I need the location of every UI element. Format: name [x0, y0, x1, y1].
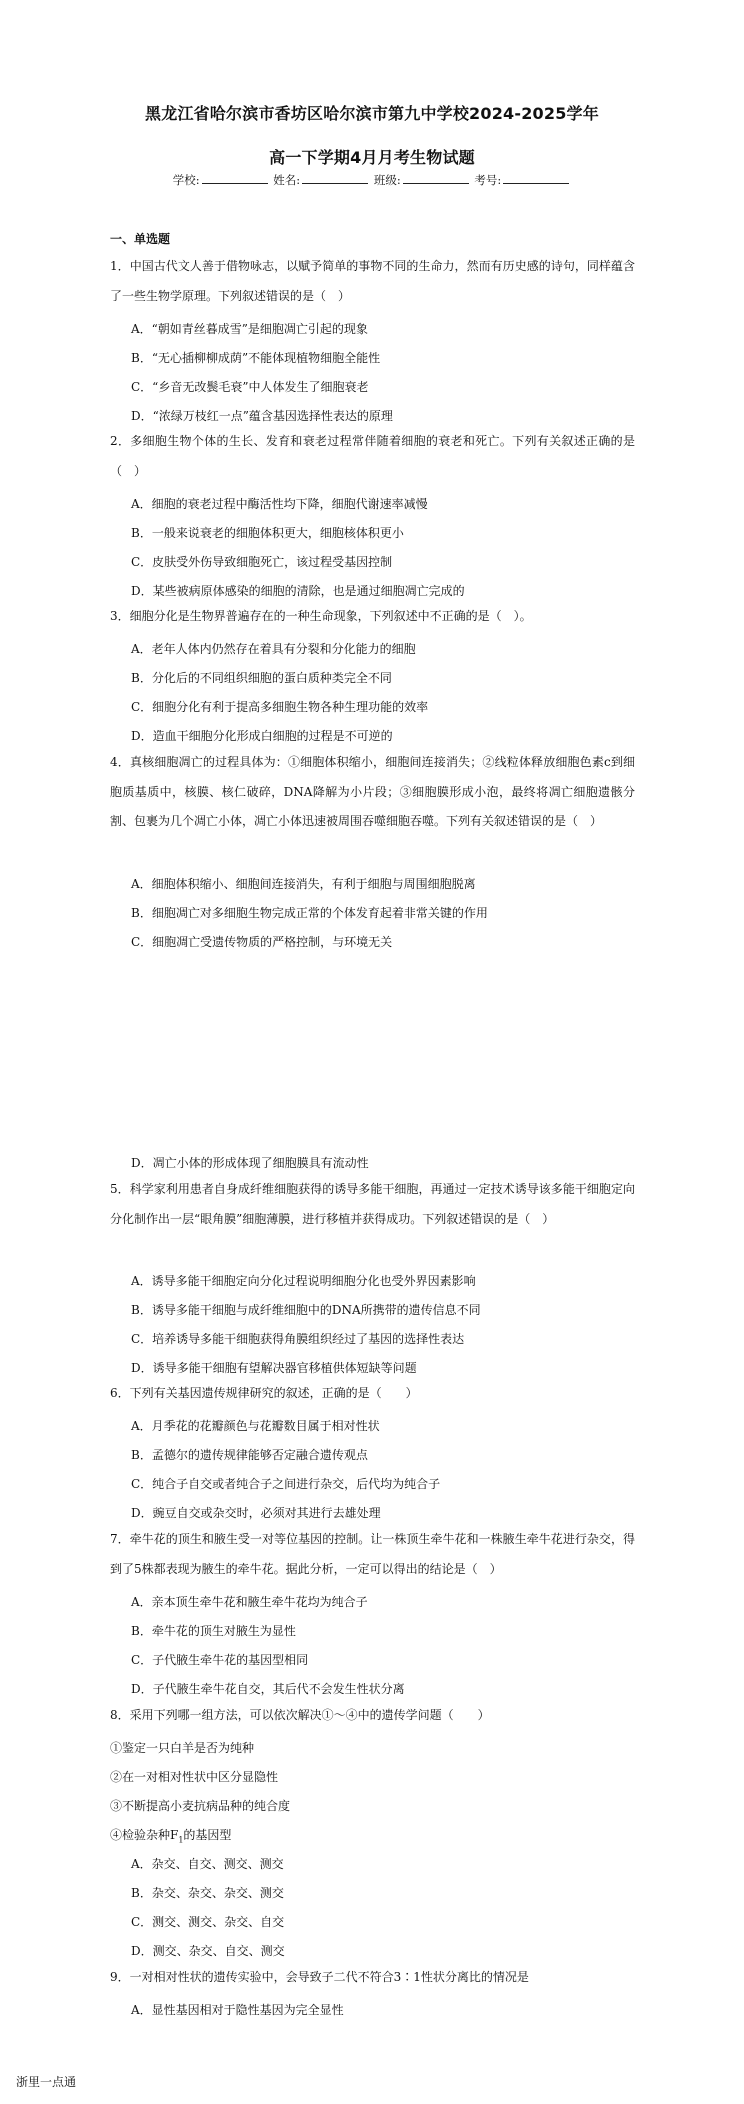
- question-1-option-a: A．“朝如青丝暮成雪”是细胞凋亡引起的现象: [131, 322, 368, 336]
- question-2-option-d: D．某些被病原体感染的细胞的清除，也是通过细胞凋亡完成的: [131, 584, 465, 598]
- title-line-2: 高一下学期4月月考生物试题: [269, 148, 475, 167]
- question-8-option-b: B．杂交、杂交、杂交、测交: [131, 1886, 284, 1900]
- question-7-option-c: C．子代腋生牵牛花的基因型相同: [131, 1653, 309, 1667]
- question-8-option-c: C．测交、测交、杂交、自交: [131, 1915, 285, 1929]
- question-3-option-a: A．老年人体内仍然存在着具有分裂和分化能力的细胞: [131, 642, 416, 656]
- footer-brand: 浙里一点通: [16, 2075, 77, 2089]
- question-1-option-c: C．“乡音无改鬓毛衰”中人体发生了细胞衰老: [131, 380, 369, 394]
- question-8-stem: 8．采用下列哪一组方法，可以依次解决①～④中的遗传学问题（ ）: [110, 1708, 490, 1722]
- question-2-option-a: A．细胞的衰老过程中酶活性均下降，细胞代谢速率减慢: [131, 497, 428, 511]
- question-5-option-a: A．诱导多能干细胞定向分化过程说明细胞分化也受外界因素影响: [131, 1274, 476, 1288]
- question-1-stem: 1．中国古代文人善于借物咏志，以赋予简单的事物不同的生命力，然而有历史感的诗句，同样蕴含了一些生物学原理。下列叙述错误的是（ ）: [110, 259, 635, 303]
- question-7-stem: 7．牵牛花的顶生和腋生受一对等位基因的控制。让一株顶生牵牛花和一株腋生牵牛花进行杂交，得到了5株都表现为腋生的牵牛花。据此分析，一定可以得出的结论是（ ）: [110, 1532, 635, 1576]
- question-3-option-b: B．分化后的不同组织细胞的蛋白质种类完全不同: [131, 671, 392, 685]
- class-blank: [403, 173, 469, 184]
- question-8-option-d: D．测交、杂交、自交、测交: [131, 1944, 285, 1958]
- question-7-option-b: B．牵牛花的顶生对腋生为显性: [131, 1624, 296, 1638]
- question-7-option-d: D．子代腋生牵牛花自交，其后代不会发生性状分离: [131, 1682, 405, 1696]
- question-8-item-4: ④检验杂种$F_1$的基因型: [110, 1828, 232, 1845]
- question-3-option-c: C．细胞分化有利于提高多细胞生物各种生理功能的效率: [131, 700, 429, 714]
- school-label: 学校:: [172, 173, 200, 187]
- question-5-stem: 5．科学家利用患者自身成纤维细胞获得的诱导多能干细胞，再通过一定技术诱导该多能干细胞定向分化制作出一层“眼角膜”细胞薄膜，进行移植并获得成功。下列叙述错误的是（ ）: [110, 1182, 635, 1226]
- exam-no-blank: [503, 173, 569, 184]
- question-5-option-d: D．诱导多能干细胞有望解决器官移植供体短缺等问题: [131, 1361, 417, 1375]
- school-blank: [202, 173, 268, 184]
- question-8-item-3: ③不断提高小麦抗病品种的纯合度: [110, 1799, 291, 1813]
- question-5-option-c: C．培养诱导多能干细胞获得角膜组织经过了基因的选择性表达: [131, 1332, 465, 1346]
- title-line-1: 黑龙江省哈尔滨市香坊区哈尔滨市第九中学校2024-2025学年: [145, 104, 599, 123]
- name-label: 姓名:: [273, 173, 301, 187]
- question-7-option-a: A．亲本顶生牵牛花和腋生牵牛花均为纯合子: [131, 1595, 368, 1609]
- section-title: 一、单选题: [110, 232, 171, 246]
- question-6-option-a: A．月季花的花瓣颜色与花瓣数目属于相对性状: [131, 1419, 380, 1433]
- question-6-option-b: B．孟德尔的遗传规律能够否定融合遗传观点: [131, 1448, 368, 1462]
- class-label: 班级:: [373, 173, 401, 187]
- question-6-option-c: C．纯合子自交或者纯合子之间进行杂交，后代均为纯合子: [131, 1477, 441, 1491]
- student-info-row: [0, 172, 744, 188]
- question-3-option-d: D．造血干细胞分化形成白细胞的过程是不可逆的: [131, 729, 393, 743]
- question-6-option-d: D．豌豆自交或杂交时，必须对其进行去雄处理: [131, 1506, 381, 1520]
- question-2-option-c: C．皮肤受外伤导致细胞死亡，该过程受基因控制: [131, 555, 393, 569]
- exam-no-label: 考号:: [474, 173, 502, 187]
- question-1-option-d: D．“浓绿万枝红一点”蕴含基因选择性表达的原理: [131, 409, 393, 423]
- question-9-option-a: A．显性基因相对于隐性基因为完全显性: [131, 2003, 344, 2017]
- question-6-stem: 6．下列有关基因遗传规律研究的叙述，正确的是（ ）: [110, 1386, 418, 1400]
- name-blank: [302, 173, 368, 184]
- question-8-item-1: ①鉴定一只白羊是否为纯种: [110, 1741, 255, 1755]
- question-4-stem: 4．真核细胞凋亡的过程具体为：①细胞体积缩小，细胞间连接消失；②线粒体释放细胞色素c到细胞质基质中，核膜、核仁破碎，DNA降解为小片段；③细胞膜形成小泡，最终将凋亡细胞遗骸分割、包裹为几个凋亡小体，凋亡小体迅速被周围吞噬细胞吞噬。下列有关叙述错误的是（ ）: [110, 755, 635, 828]
- question-9-stem: 9．一对相对性状的遗传实验中，会导致子二代不符合3∶1性状分离比的情况是: [110, 1970, 529, 1984]
- question-1-option-b: B．“无心插柳柳成荫”不能体现植物细胞全能性: [131, 351, 381, 365]
- question-4-option-d: D．凋亡小体的形成体现了细胞膜具有流动性: [131, 1156, 369, 1170]
- question-2-option-b: B．一般来说衰老的细胞体积更大，细胞核体积更小: [131, 526, 404, 540]
- question-8-option-a: A．杂交、自交、测交、测交: [131, 1857, 284, 1871]
- question-4-option-a: A．细胞体积缩小、细胞间连接消失，有利于细胞与周围细胞脱离: [131, 877, 476, 891]
- question-4-option-b: B．细胞凋亡对多细胞生物完成正常的个体发育起着非常关键的作用: [131, 906, 488, 920]
- question-4-option-c: C．细胞凋亡受遗传物质的严格控制，与环境无关: [131, 935, 393, 949]
- question-2-stem: 2．多细胞生物个体的生长、发育和衰老过程常伴随着细胞的衰老和死亡。下列有关叙述正确的是（ ）: [110, 434, 635, 478]
- question-8-item-2: ②在一对相对性状中区分显隐性: [110, 1770, 279, 1784]
- question-3-stem: 3．细胞分化是生物界普遍存在的一种生命现象，下列叙述中不正确的是（ ）。: [110, 609, 532, 623]
- question-5-option-b: B．诱导多能干细胞与成纤维细胞中的DNA所携带的遗传信息不同: [131, 1303, 481, 1317]
